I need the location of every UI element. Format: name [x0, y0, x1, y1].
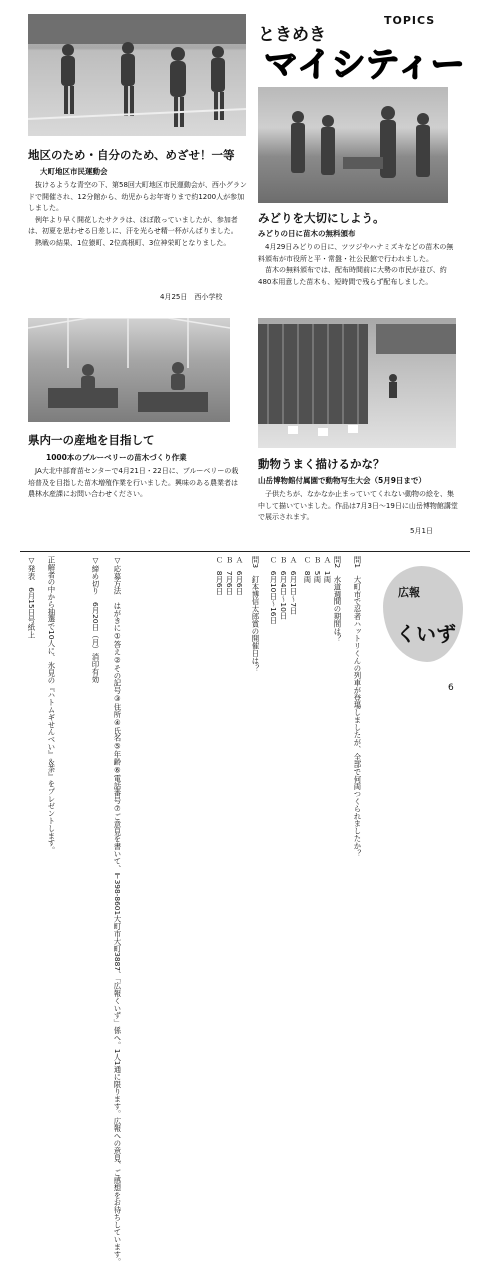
- greenhouse-illustration: [28, 318, 230, 422]
- article1-body: [28, 180, 250, 249]
- article2-body: [258, 242, 456, 288]
- article4-subtitle: 山岳博物館付属園で動物写生大会（5月9日まで）: [258, 476, 426, 485]
- article4-paragraph: 子供たちが、なかなか止まっていてくれない動物の絵を、集中して描いていました。作品は7月3日～19日に山岳博物館講堂で展示されます。: [258, 490, 458, 521]
- quiz-question-2: 問2 水道週間の期間は？: [333, 556, 342, 643]
- quiz-choices-3: Ａ 6月6日 Ｂ 7月6日 Ｃ 8月6日: [215, 556, 244, 596]
- sports-day-photo: [28, 14, 246, 136]
- article3-paragraph: JA大北中部育苗センターで4月21日・22日に、ブルーベリーの栽培普及を目指した苗木増殖作業を行いました。興味のある農業者は農林水産課にお問い合わせください。: [28, 467, 239, 498]
- article1-subtitle: 大町地区市民運動会: [40, 167, 108, 176]
- article4-body: [258, 489, 458, 524]
- sapling-illustration: [258, 87, 448, 203]
- quiz-choices-1: Ａ 1両 Ｂ 5両 Ｃ 8両: [303, 556, 332, 583]
- quiz-prize: 正解者の中から抽選で10人に、氷見の『ハトムギせんべい』＆茶』をプレゼントします。: [47, 556, 56, 855]
- article1-paragraph: 熱戦の結果、1位猿町、2位高根町、3位神栄町となりました。: [35, 238, 231, 247]
- article2-paragraph: 4月29日みどりの日に、ツツジやハナミズキなどの苗木の無料頒布が市役所と平・常盤・社公民館で行われました。: [258, 243, 454, 263]
- article4-title: 動物うまく描けるかな？: [258, 457, 385, 471]
- zoo-illustration: [258, 318, 456, 448]
- article1-title: 地区のため・自分のため、めざせ！一等: [28, 148, 235, 162]
- page-number: 6: [448, 683, 454, 693]
- quiz-choices-2: Ａ 6月1日～7日 Ｂ 6月4日～10日 Ｃ 6月10日～16日: [269, 556, 298, 624]
- article3-body: [28, 466, 242, 501]
- sports-day-illustration: [28, 14, 246, 136]
- quiz-logo-kuizu: くいず: [396, 622, 456, 646]
- article3-title: 県内一の産地を目指して: [28, 433, 155, 447]
- article3-subtitle: 1000本のブルーベリーの苗木づくり作業: [46, 453, 187, 462]
- quiz-announcement: ▽発表 6月15日号紙上: [27, 556, 36, 639]
- article1-paragraph: 例年より早く開花したサクラは、ほぼ散っていましたが、参加者は、初夏を思わせる日差しに、汗を光らせ精一杯がんばりました。: [28, 215, 238, 235]
- zoo-photo: [258, 318, 456, 448]
- article2-title: みどりを大切にしよう。: [258, 211, 385, 225]
- section-kicker: ときめき: [258, 25, 326, 45]
- quiz-logo-blob: [383, 566, 463, 662]
- sapling-photo: [258, 87, 448, 203]
- article1-date: 4月25日 西小学校: [160, 293, 223, 301]
- greenhouse-photo: [28, 318, 230, 422]
- article1-paragraph: 抜けるような青空の下、第58回大町地区市民運動会が、西小グランドで開催され、12分館から、幼児からお年寄りまで約1200人が参加しました。: [28, 181, 247, 212]
- topics-label: TOPICS: [384, 14, 436, 27]
- quiz-deadline: ▽締め切り 6月20日（月）消印有効: [91, 556, 100, 683]
- article2-paragraph: 苗木の無料頒布では、配布時間前に大勢の市民が並び、約480本用意した苗木も、短時間で残らず配布しました。: [258, 266, 447, 286]
- section-divider: [20, 551, 470, 552]
- svg-text:マイシティー: マイシティー: [264, 45, 465, 84]
- quiz-how-to-apply: ▽応募方法 はがきに①答え②その記号③住所④氏名⑤年齢⑥電話番号⑦ご意見を書いて、〒398-8601大町市大町3887、「広報くいず」係へ。1人1通に限ります。広報への意見、ご感想をお待ちしています。: [113, 556, 122, 1265]
- article4-date: 5月1日: [410, 527, 433, 535]
- article2-subtitle: みどりの日に苗木の無料頒布: [258, 229, 356, 238]
- quiz-logo-kouhou: 広報: [398, 586, 420, 599]
- quiz-question-1: 問1 大町市で忍者ハットリくんの列車が登場しましたが、全部で何両つくられましたか？: [353, 556, 362, 857]
- quiz-question-3: 問3 釘本博信太郎賞の開催日は？: [251, 556, 260, 672]
- section-title-logo: [262, 40, 478, 84]
